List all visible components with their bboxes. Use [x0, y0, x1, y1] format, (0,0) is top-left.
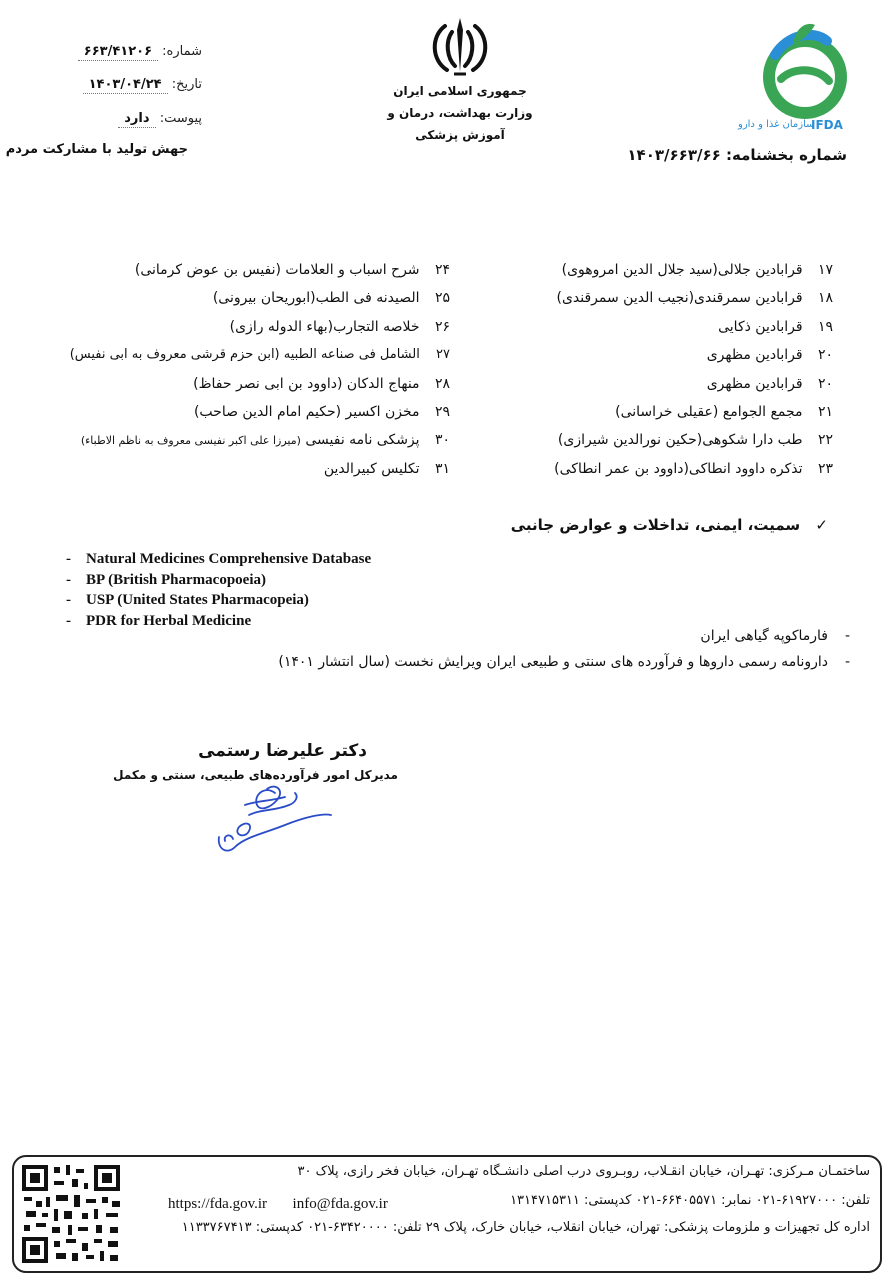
references-left-column	[60, 256, 450, 483]
list-item: ۳۱ تکلیس کبیرالدین	[323, 460, 450, 477]
list-item: ۱۸ قرابادین سمرقندی(نجیب الدین سمرقندی)	[556, 290, 833, 307]
list-item: ۲۲ طب دارا شکوهی(حکین نورالدین شیرازی)	[557, 432, 833, 449]
logo-en-text: IFDA	[811, 118, 843, 132]
emblem-line-1: جمهوری اسلامی ایران	[393, 84, 527, 98]
list-item: ۲۳ تذکره داوود انطاکی(داوود بن عمر انطاکی)	[554, 460, 833, 477]
list-item: -فارماکوپه گیاهی ایران	[700, 628, 850, 644]
iran-emblem-icon	[425, 14, 495, 80]
signatory-title: مدیرکل امور فرآورده‌های طبیعی، سنتی و مکمل	[113, 768, 398, 782]
list-item: ۲۴ شرح اسباب و العلامات (نفیس بن عوض کرمانی)	[134, 262, 450, 278]
letter-number	[78, 44, 202, 59]
persian-references	[278, 623, 850, 675]
footer-address-equipment: اداره کل تجهیزات و ملزومات پزشکی: تهران، خیابان انقلاب، خیابان خارک، پلاک ۲۹ تلفن: ۶۳۴۲۰۰۰۰-۰۲۱ کدپستی: ۱۱۳۳۷۶۷۴۱۳	[181, 1220, 870, 1235]
list-item: -دارونامه رسمی داروها و فرآورده های سنتی و طبیعی ایران ویرایش نخست (سال انتشار ۱۴۰۱)	[278, 654, 850, 670]
section-heading	[511, 516, 828, 534]
qr-code-icon	[20, 1163, 122, 1265]
ministry-name	[370, 80, 550, 146]
list-item: ۲۱ مجمع الجوامع (عقیلی خراسانی)	[615, 403, 833, 420]
email-link[interactable]: info@fda.gov.ir	[292, 1196, 388, 1212]
bulletin-label: شماره بخشنامه:	[726, 146, 847, 164]
bulletin-number	[627, 146, 847, 164]
letter-number-value: ۶۶۳/۴۱۲۰۶	[78, 44, 158, 61]
letter-attachment	[118, 111, 202, 126]
slogan: جهش تولید با مشارکت مردم	[5, 142, 188, 157]
list-item: - USP (United States Pharmacopeia)	[66, 592, 309, 608]
list-item-note: (میرزا علی اکبر نفیسی معروف به ناظم الاطباء)	[80, 434, 301, 448]
letter-attachment-label: پیوست:	[159, 111, 202, 126]
ifda-logo	[735, 15, 853, 135]
list-item: ۲۹ مخزن اکسیر (حکیم امام الدین صاحب)	[193, 403, 450, 420]
list-item: ۳۰ پزشکی نامه نفیسی (میرزا علی اکبر نفیسی معروف به ناظم الاطباء)	[80, 432, 450, 449]
letter-date-value: ۱۴۰۳/۰۴/۲۴	[83, 77, 168, 94]
footer-website[interactable]	[168, 1196, 388, 1213]
list-item: - BP (British Pharmacopoeia)	[66, 571, 266, 588]
list-item: ۲۰ قرابادین مظهری	[706, 347, 833, 364]
check-icon: ✓	[815, 516, 828, 534]
list-item: ۲۷ الشامل فی صناعه الطبیه (ابن حزم قرشی معروف به ابی نفیس)	[69, 347, 450, 363]
logo-fa-text: سازمان غذا و دارو	[738, 119, 815, 130]
list-item: ۲۵ الصیدنه فی الطب(ابوریحان بیرونی)	[212, 290, 450, 307]
list-item: ۱۹ قرابادین ذکایی	[718, 318, 833, 335]
list-item: - PDR for Herbal Medicine	[66, 612, 252, 629]
footer-contact: تلفن: ۶۱۹۲۷۰۰۰-۰۲۱ نمابر: ۶۶۴۰۵۵۷۱-۰۲۱ کدپستی: ۱۳۱۴۷۱۵۳۱۱	[510, 1193, 870, 1208]
list-item: ۱۷ قرابادین جلالی(سید جلال الدین امروهوی)	[561, 262, 833, 278]
letter-number-label: شماره:	[162, 44, 202, 59]
references-right-column	[503, 256, 833, 483]
letter-attachment-value: دارد	[118, 111, 155, 128]
ifda-logo-icon	[735, 15, 853, 135]
section-title: سمیت، ایمنی، تداخلات و عوارض جانبی	[510, 516, 801, 534]
english-references	[66, 549, 371, 631]
bulletin-value: ۱۴۰۳/۶۶۳/۶۶	[627, 146, 721, 164]
list-item: ۲۸ منهاج الدکان (داوود بن ابی نصر حفاظ)	[193, 375, 450, 392]
website-link[interactable]: https://fda.gov.ir	[168, 1196, 268, 1212]
letter-date	[83, 77, 202, 92]
emblem-line-2: وزارت بهداشت، درمان و آموزش پزشکی	[387, 106, 533, 142]
handwritten-signature-icon	[205, 775, 340, 870]
footer-address-central: ساختمـان مـرکزی: تهـران، خیابان انقـلاب، روبـروی درب اصلی دانشـگاه تهـران، خیابان فخر رازی، پلاک ۳۰	[297, 1164, 870, 1179]
list-item: ۲۶ خلاصه التجارب(بهاء الدوله رازی)	[229, 318, 450, 335]
signatory-name: دکتر علیرضا رستمی	[198, 741, 367, 761]
list-item: - Natural Medicines Comprehensive Database	[66, 551, 372, 567]
list-item: ۲۰ قرابادین مظهری	[706, 375, 833, 392]
letter-date-label: تاریخ:	[171, 77, 202, 92]
